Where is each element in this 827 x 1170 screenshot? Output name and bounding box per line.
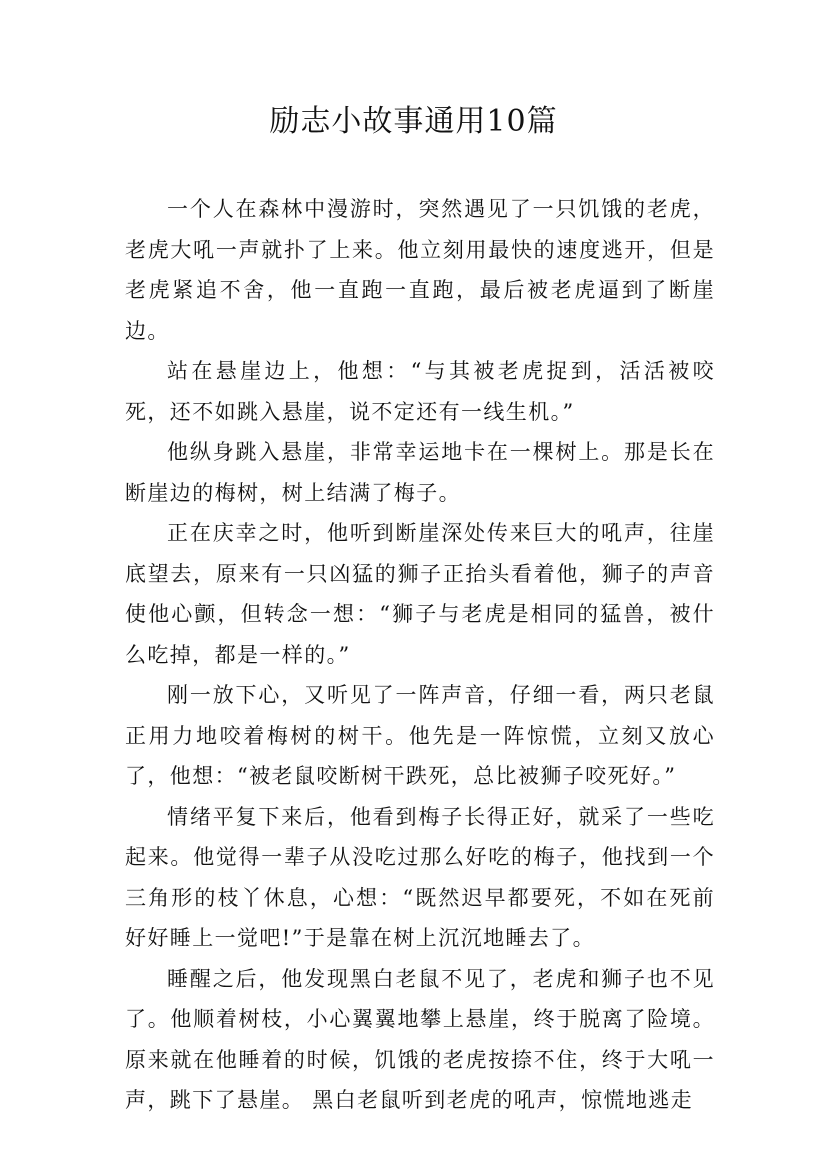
paragraph-1: 一个人在森林中漫游时，突然遇见了一只饥饿的老虎，老虎大吼一声就扑了上来。他立刻用最快的速度逃开，但是老虎紧追不舍，他一直跑一直跑，最后被老虎逼到了断崖边。 bbox=[125, 197, 715, 343]
paragraph-4: 正在庆幸之时，他听到断崖深处传来巨大的吼声，往崖底望去，原来有一只凶猛的狮子正抬头看着他，狮子的声音使他心颤，但转念一想：“狮子与老虎是相同的猛兽，被什么吃掉，都是一样的。” bbox=[125, 521, 715, 667]
paragraph-6: 情绪平复下来后，他看到梅子长得正好，就采了一些吃起来。他觉得一辈子从没吃过那么好吃的梅子，他找到一个三角形的枝丫休息，心想：“既然迟早都要死，不如在死前好好睡上一觉吧!”于是靠在树上沉沉地睡去了。 bbox=[125, 804, 715, 950]
paragraph-5: 刚一放下心，又听见了一阵声音，仔细一看，两只老鼠正用力地咬着梅树的树干。他先是一阵惊慌，立刻又放心了，他想：“被老鼠咬断树干跌死，总比被狮子咬死好。” bbox=[125, 683, 715, 788]
paragraph-3: 他纵身跳入悬崖，非常幸运地卡在一棵树上。那是长在断崖边的梅树，树上结满了梅子。 bbox=[125, 440, 715, 505]
story-body bbox=[125, 189, 715, 1121]
paragraph-2: 站在悬崖边上，他想：“与其被老虎捉到，活活被咬死，还不如跳入悬崖，说不定还有一线生机。” bbox=[125, 359, 715, 424]
paragraph-7: 睡醒之后，他发现黑白老鼠不见了，老虎和狮子也不见了。他顺着树枝，小心翼翼地攀上悬崖，终于脱离了险境。原来就在他睡着的时候，饥饿的老虎按捺不住，终于大吼一声，跳下了悬崖。 黑白老鼠听到老虎的吼声，惊慌地逃走 bbox=[125, 966, 715, 1112]
page-title: 励志小故事通用10篇 bbox=[269, 104, 558, 139]
